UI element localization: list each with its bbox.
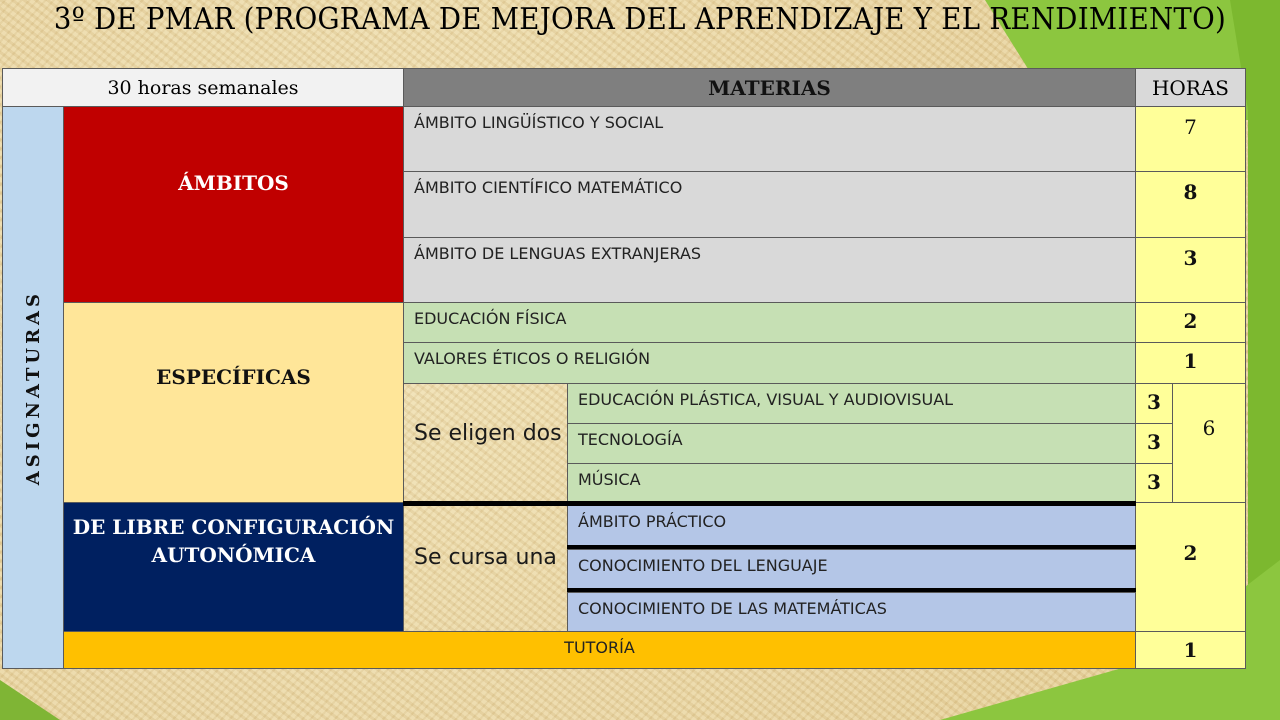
hours-value: 1 — [1183, 638, 1198, 662]
libre-choice-label — [403, 502, 568, 632]
subject-row — [403, 302, 1136, 343]
subject-row — [403, 342, 1136, 384]
slide-title: 3º DE PMAR (PROGRAMA DE MEJORA DEL APRENDIZAJE Y EL RENDIMIENTO) — [53, 2, 1227, 37]
hours-cell — [1135, 106, 1246, 172]
elective-row — [567, 383, 1136, 424]
subject-name: EDUCACIÓN FÍSICA — [414, 309, 567, 328]
ambitos-category — [63, 106, 404, 303]
hours-value: 3 — [1183, 246, 1198, 270]
materias-header-text: MATERIAS — [708, 75, 831, 100]
hours-value: 6 — [1202, 416, 1216, 440]
ambitos-label: ÁMBITOS — [178, 171, 289, 195]
subject-name: MÚSICA — [578, 470, 641, 489]
hours-value: 2 — [1183, 309, 1198, 333]
materias-header — [403, 68, 1136, 107]
hours-cell — [1135, 342, 1246, 384]
subject-name: TECNOLOGÍA — [578, 430, 683, 449]
hours-value: 3 — [1147, 470, 1161, 494]
subject-row — [403, 237, 1136, 303]
especificas-label: ESPECÍFICAS — [156, 365, 311, 389]
subject-name: TUTORÍA — [564, 638, 635, 657]
subject-row — [403, 171, 1136, 238]
subject-name: CONOCIMIENTO DEL LENGUAJE — [578, 556, 828, 575]
elective-hours-cell — [1135, 463, 1173, 503]
hours-value: 7 — [1184, 115, 1197, 139]
se-eligen-dos-text: Se eligen dos — [414, 420, 562, 446]
hours-value: 2 — [1183, 541, 1198, 565]
elective-row — [567, 463, 1136, 503]
subject-name: ÁMBITO DE LENGUAS EXTRANJERAS — [414, 244, 702, 263]
option-separator-line — [567, 545, 1136, 549]
hours-cell — [1135, 302, 1246, 343]
horas-header-text: HORAS — [1151, 75, 1230, 100]
hours-cell — [1135, 631, 1246, 669]
especificas-category — [63, 302, 404, 503]
libre-label-line1: DE LIBRE CONFIGURACIÓN — [72, 515, 395, 539]
subject-name: CONOCIMIENTO DE LAS MATEMÁTICAS — [578, 599, 887, 618]
hours-cell — [1135, 171, 1246, 238]
libre-option-row — [567, 592, 1136, 632]
libre-option-row — [567, 505, 1136, 546]
hours-value: 3 — [1147, 390, 1161, 414]
hours-per-week-header — [2, 68, 404, 107]
elective-hours-cell — [1135, 383, 1173, 424]
subject-name: ÁMBITO PRÁCTICO — [578, 512, 727, 531]
asignaturas-side-label — [2, 106, 64, 669]
subject-name: ÁMBITO CIENTÍFICO MATEMÁTICO — [414, 178, 683, 197]
asignaturas-text: ASIGNATURAS — [22, 289, 44, 486]
se-cursa-una-text: Se cursa una — [414, 544, 557, 570]
hours-cell — [1135, 237, 1246, 303]
hours-value: 3 — [1147, 430, 1161, 454]
libre-configuracion-category — [63, 502, 404, 632]
subject-name: ÁMBITO LINGÜÍSTICO Y SOCIAL — [414, 113, 664, 132]
hours-value: 1 — [1183, 349, 1198, 373]
tutoria-row — [63, 631, 1136, 669]
horas-header — [1135, 68, 1246, 107]
libre-option-row — [567, 549, 1136, 589]
elective-hours-cell — [1135, 423, 1173, 464]
elective-row — [567, 423, 1136, 464]
option-separator-line — [567, 588, 1136, 592]
subject-row — [403, 106, 1136, 172]
subject-name: EDUCACIÓN PLÁSTICA, VISUAL Y AUDIOVISUAL — [578, 390, 954, 409]
elective-choice-label — [403, 383, 568, 503]
libre-hours-cell — [1135, 502, 1246, 632]
subject-name: VALORES ÉTICOS O RELIGIÓN — [414, 349, 651, 368]
elective-total-hours — [1172, 383, 1246, 503]
section-separator-line — [403, 501, 1136, 506]
libre-label-line2: AUTONÓMICA — [151, 543, 316, 567]
hours-per-week-text: 30 horas semanales — [107, 76, 299, 99]
hours-value: 8 — [1183, 180, 1198, 204]
